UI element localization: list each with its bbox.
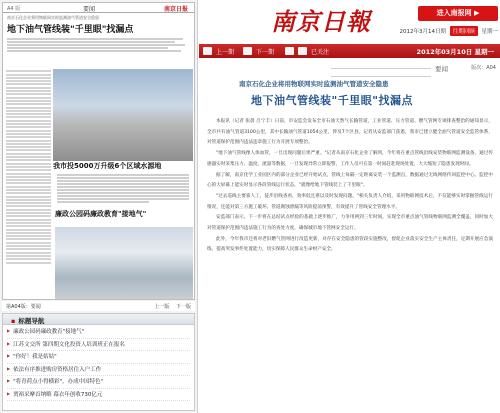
article-page-no: 版次：A04 (471, 65, 496, 71)
page-nav (149, 303, 191, 310)
headline-item[interactable]: ▶ "将青荷点小得横彩"，办成中国特色" (7, 376, 190, 389)
print-icon[interactable] (298, 47, 307, 55)
headline-nav-title: ▪ 标题导航 (3, 314, 194, 325)
article-section-bar (199, 62, 500, 74)
newspaper-page-thumbnail[interactable] (2, 2, 195, 300)
grid-icon[interactable] (285, 47, 294, 55)
page-pager (2, 301, 195, 311)
thumbnail-mid-text (53, 172, 193, 205)
article-section: 要闻 (327, 64, 500, 81)
follow-link[interactable]: 已关注 (311, 49, 330, 56)
current-page-name: 第A04版：要闻 (6, 304, 41, 310)
thumbnail-column-text (6, 69, 51, 265)
article-paragraph: 此外，今年我市还将对老旧燃气管网进行改造更新，对存在安全隐患的管段实施整改，督促企业落实安全生产主体责任，定期开展应急演练，提高突发事件处置能力，切实保障人民群众生命财产安全。 (207, 236, 493, 253)
headline-list (3, 325, 194, 402)
headline-item[interactable]: ▶ 依法有序推进购房资格居住入户工作 (7, 364, 190, 377)
thumbnail-photo-park[interactable] (55, 227, 193, 299)
headline-nav-box (2, 313, 195, 411)
thumbnail-mid-title[interactable]: 我市投5000万升级6个区域水源地 (53, 162, 162, 170)
brand-logo[interactable]: 南京日報 (271, 7, 371, 36)
list-icon[interactable] (243, 47, 252, 55)
weekday: 星期一 (481, 29, 498, 35)
article-title: 地下油气管线装"千里眼"找漏点 (251, 94, 413, 107)
thumbnail-header (3, 3, 194, 13)
article-body (207, 117, 493, 407)
thumbnail-box-title[interactable]: 廉政公园码廉政教育"接地气" (55, 210, 147, 218)
thumbnail-text-block (3, 36, 194, 54)
prev-page-link[interactable]: 上一版 (154, 304, 170, 310)
headline-item[interactable]: ▶ 江苏文交所 第四期文化投资人培训班正在报名 (7, 339, 190, 352)
thumbnail-section: 要闻 (83, 6, 96, 13)
thumbnail-logo: 南京日报 (163, 6, 188, 13)
prev-issue-link[interactable]: 上一期 (216, 49, 235, 56)
enter-site-button[interactable]: 进入南报网 ▶ (418, 6, 498, 21)
right-panel (199, 0, 500, 413)
article-paragraph: "地下油气管线像人体血管，一旦出现问题后果严重。"记者从南京石化企业了解到，今年将在重点管线沿线安装物联网监测设备，通过传感器实时采集压力、温度、流量等数据，一旦发现异常立即报警，工作人员可在第一时间赶赴现场处置，大大缩短了隐患发现时间。 (207, 151, 493, 167)
article-subtitle: 南京石化企业将用物联网实时监测油气管道安全隐患 (239, 80, 389, 88)
article-paragraph: 据了解，南京化学工业园区内的部分企业已经开始试点，管线上每隔一定距离安装一个监测点，数据通过无线网络传回监控中心。监控中心的大屏幕上能实时显示各段管线运行状态，"就像给地下管线装上了千里眼"。 (207, 172, 493, 189)
thumbnail-subtitle[interactable]: 南京石化企业将用物联网实时监测油气管道安全隐患 (7, 15, 99, 20)
home-icon[interactable] (203, 47, 212, 55)
headline-item[interactable]: ▶ 廉政公园码廉政教育"接地气" (7, 326, 190, 339)
thumbnail-photo-pipeline[interactable] (53, 69, 193, 161)
date-bar (399, 26, 498, 36)
toolbar-date: 2012年03月10日 星期一 (416, 48, 494, 56)
article-paragraph: "过去巡线主要靠人工，徒步沿线查看，效率低且难以及时发现问题。"相关负责人介绍，采用物联网技术后，不仅能够实时掌握管线运行情况，还能对第三方施工破坏、管道腐蚀泄漏等风险提前预警，有效提升了管线安全管理水平。 (207, 193, 493, 210)
next-issue-link[interactable]: 下一期 (256, 49, 275, 56)
toolbar (199, 44, 500, 58)
headline-item[interactable]: ▶ "你好！我是姑姑" (7, 351, 190, 364)
headline-item[interactable]: ▶ 贾裕采摩首纳略 幕衣年创收730亿元 (7, 389, 190, 402)
left-panel (0, 0, 198, 413)
article-paragraph: 安监部门表示，下一步将在总结试点经验的基础上逐步推广，力争用两到三年时间，实现全市重点油气管线物联网监测全覆盖，同时加大对管道保护范围内违法施工行为的查处力度，确保城市地下管网安全运行。 (207, 215, 493, 232)
masthead (199, 0, 500, 44)
thumbnail-page-label: A4 版 (7, 6, 21, 12)
next-page-link[interactable]: 下一版 (175, 304, 191, 310)
article-paragraph: 本报讯（记者 张晨 吕宁丰）日前，市安监会发布全市石油天然气长输管道、工业管道、压力管道、燃气管网专项排查整治的通知显示，全市共有油气管道3100公里，其中长输油气管道1054公里，涉及7个区县。记者从安监部门获悉，我市已建立健全油气管道安全监管体系，对管道保护范围内违法违章施工行为开展专项整治。 (207, 119, 493, 146)
past-issues-button[interactable]: 往期回顾 (450, 26, 478, 36)
issue-date: 2012年3月14日期 (399, 29, 446, 35)
thumbnail-title[interactable]: 地下油气管线装"千里眼"找漏点 (7, 25, 134, 35)
